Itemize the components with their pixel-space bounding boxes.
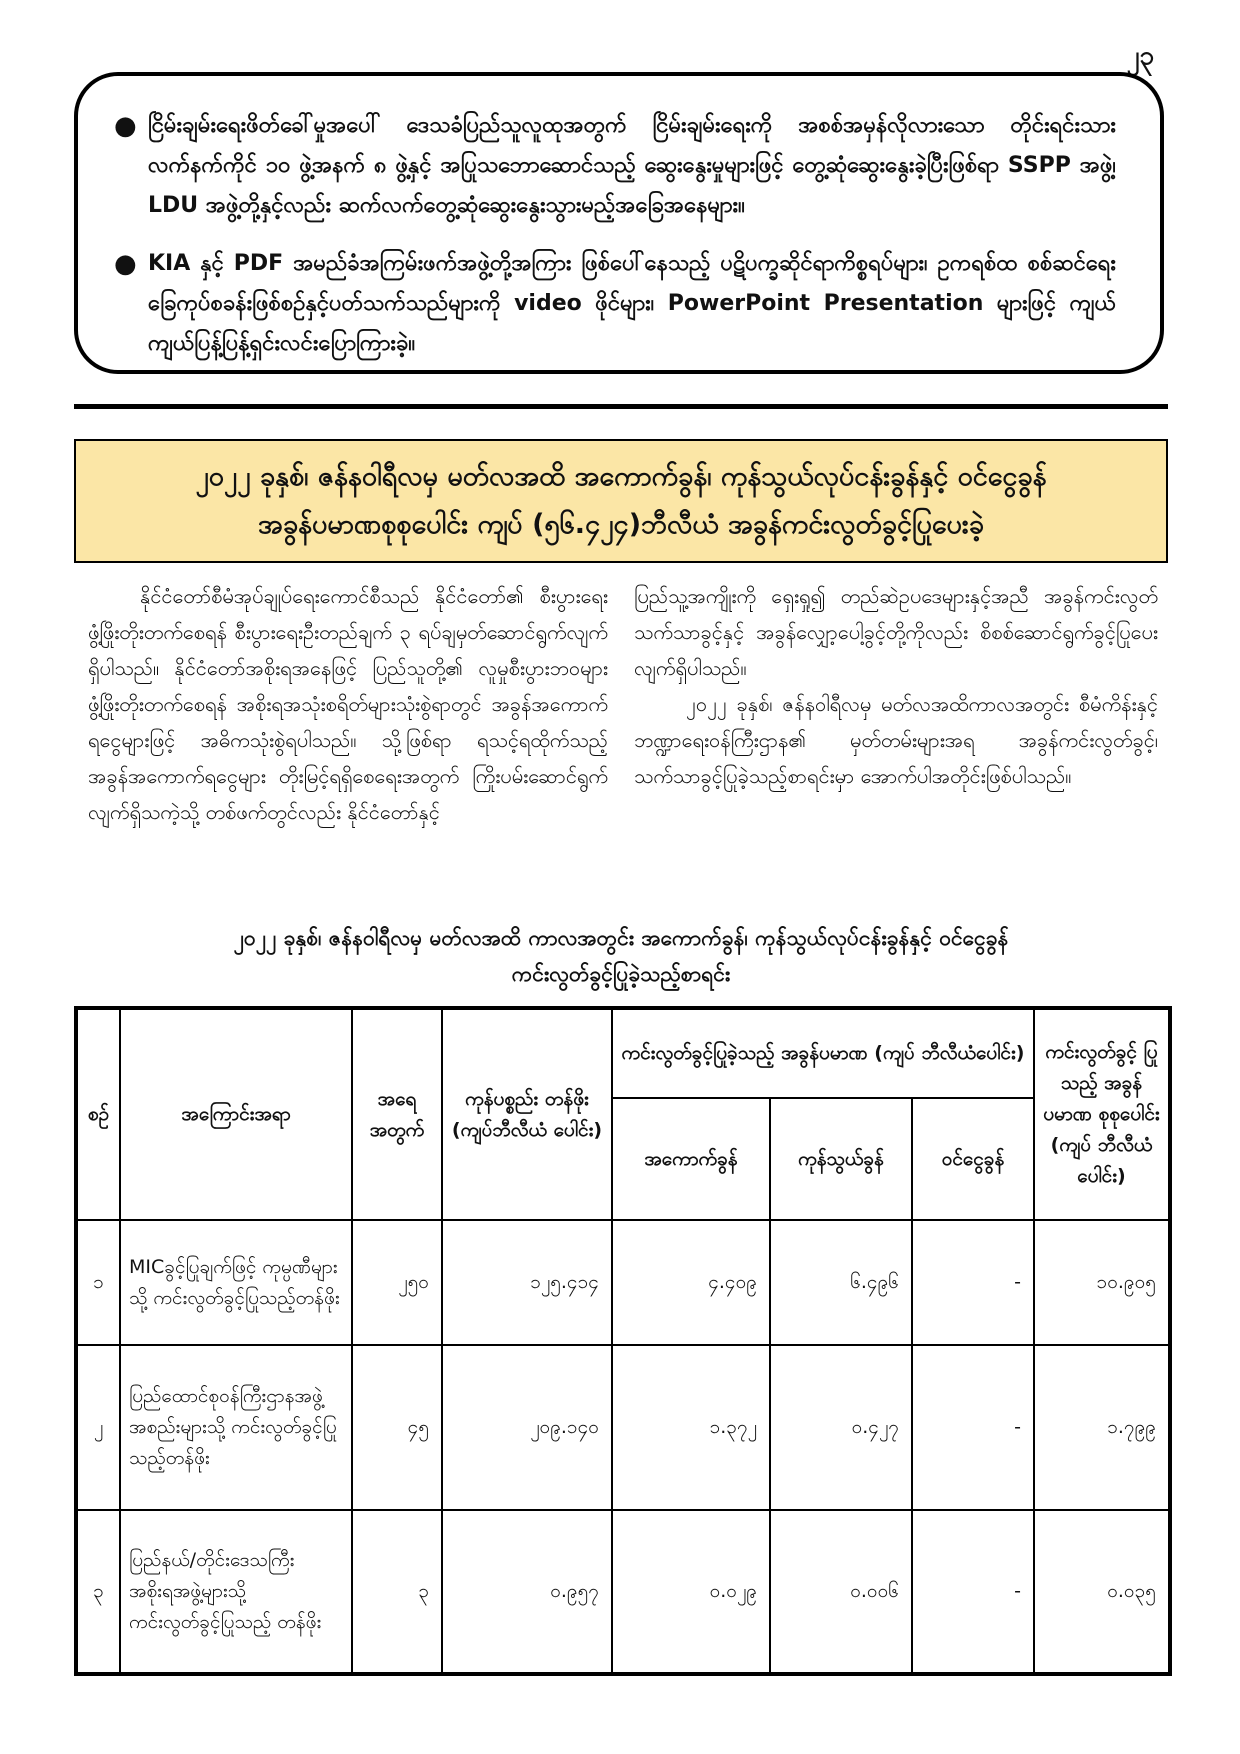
cell-goods-value: ၂၀၉.၁၄၀: [442, 1345, 612, 1509]
headline-banner: [74, 439, 1168, 563]
table-row: [76, 1345, 1170, 1509]
cell-serial: ၂: [76, 1345, 120, 1509]
body-paragraph: နိုင်ငံတော်စီမံအုပ်ချုပ်ရေးကောင်စီသည် နိုင်ငံတော်၏ စီးပွားရေးဖွံ့ဖြိုးတိုးတက်စေရန် စီးပွားရေးဦးတည်ချက် ၃ ရပ်ချမှတ်ဆောင်ရွက်လျက်ရှိပါသည်။ နိုင်ငံတော်အစိုးရအနေဖြင့် ပြည်သူတို့၏ လူမှုစီးပွားဘဝများဖွံ့ဖြိုးတိုးတက်စေရန် အစိုးရအသုံးစရိတ်များသုံးစွဲရာတွင် အခွန်အကောက်ရငွေများဖြင့် အဓိကသုံးစွဲရပါသည်။ သို့ဖြစ်ရာ ရသင့်ရထိုက်သည့် အခွန်အကောက်ရငွေများ တိုးမြင့်ရရှိစေရေးအတွက် ကြိုးပမ်းဆောင်ရွက်လျက်ရှိသကဲ့သို့ တစ်ဖက်တွင်လည်း နိုင်ငံတော်နှင့်: [88, 584, 608, 824]
body-column-left: [88, 578, 608, 830]
table-title-line-1: ၂၀၂၂ ခုနှစ်၊ ဇန်နဝါရီလမှ မတ်လအထိ ကာလအတွင်း အကောက်ခွန်၊ ကုန်သွယ်လုပ်ငန်းခွန်နှင့် ဝင်ငွေခွန်: [233, 926, 1009, 950]
cell-goods-value: ၁၂၅.၄၁၄: [442, 1220, 612, 1345]
body-column-right: [634, 578, 1158, 794]
bullet-dot-icon: ●: [114, 111, 137, 141]
header-count: အရေ အတွက်: [352, 1008, 442, 1220]
section-divider: [74, 404, 1168, 409]
header-customs: အကောက်ခွန်: [612, 1098, 770, 1220]
bullet-text: ငြိမ်းချမ်းရေးဖိတ်ခေါ်မှုအပေါ် ဒေသခံပြည်သူလူထုအတွက် ငြိမ်းချမ်းရေးကို အစစ်အမှန်လိုလားသော တိုင်းရင်းသား လက်နက်ကိုင် ၁၀ ဖွဲ့အနက် ၈ ဖွဲ့နှင့် အပြုသဘောဆောင်သည့် ဆွေးနွေးမှုများဖြင့် တွေ့ဆုံဆွေးနွေးခဲ့ပြီးဖြစ်ရာ SSPP အဖွဲ့၊ LDU အဖွဲ့တို့နှင့်လည်း ဆက်လက်တွေ့ဆုံဆွေးနွေးသွားမည့်အခြေအနေများ။: [148, 113, 1116, 218]
cell-serial: ၁: [76, 1220, 120, 1345]
cell-count: ၄၅: [352, 1345, 442, 1509]
cell-description: ပြည်ထောင်စုဝန်ကြီးဌာနအဖွဲ့အစည်းများသို့ ကင်းလွတ်ခွင့်ပြုသည့်တန်ဖိုး: [120, 1345, 352, 1509]
notice-box: [74, 72, 1164, 374]
header-total: ကင်းလွတ်ခွင့် ပြုသည့် အခွန်ပမာဏ စုစုပေါင်း (ကျပ် ဘီလီယံပေါင်း): [1034, 1008, 1170, 1220]
table-row: [76, 1220, 1170, 1345]
cell-count: ၂၅၀: [352, 1220, 442, 1345]
cell-goods-value: ၀.၉၅၇: [442, 1510, 612, 1674]
bullet-item: [114, 244, 1116, 364]
cell-total: ၁၀.၉၀၅: [1034, 1220, 1170, 1345]
header-serial: စဉ်: [76, 1008, 120, 1220]
cell-total: ၁.၇၉၉: [1034, 1345, 1170, 1509]
bullet-dot-icon: ●: [114, 249, 137, 279]
table-title: [74, 920, 1168, 992]
exemption-table: [74, 1006, 1172, 1676]
cell-commercial: ၆.၄၉၆: [770, 1220, 912, 1345]
cell-description: MICခွင့်ပြုချက်ဖြင့် ကုမ္ပဏီများသို့ ကင်းလွတ်ခွင့်ပြုသည့်တန်ဖိုး: [120, 1220, 352, 1345]
bullet-text: KIA နှင့် PDF အမည်ခံအကြမ်းဖက်အဖွဲ့တို့အကြား ဖြစ်ပေါ်နေသည့် ပဋိပက္ခဆိုင်ရာကိစ္စရပ်များ၊ ဥကရစ်ထ စစ်ဆင်ရေးခြေကုပ်စခန်းဖြစ်စဉ်နှင့်ပတ်သက်သည်များကို video ဖိုင်များ၊ PowerPoint Presentation များဖြင့် ကျယ်ကျယ်ပြန့်ပြန့်ရှင်းလင်းပြောကြားခဲ့။: [148, 251, 1116, 356]
cell-income: -: [912, 1220, 1034, 1345]
header-goods-value: ကုန်ပစ္စည်း တန်ဖိုး (ကျပ်ဘီလီယံ ပေါင်း): [442, 1008, 612, 1220]
headline-line-1: ၂၀၂၂ ခုနှစ်၊ ဇန်နဝါရီလမှ မတ်လအထိ အကောက်ခွန်၊ ကုန်သွယ်လုပ်ငန်းခွန်နှင့် ဝင်ငွေခွန်: [195, 461, 1047, 492]
table-title-line-2: ကင်းလွတ်ခွင့်ပြုခဲ့သည့်စာရင်း: [511, 962, 731, 986]
header-income: ဝင်ငွေခွန်: [912, 1098, 1034, 1220]
body-paragraph: ပြည်သူ့အကျိုးကို ရှေးရှု၍ တည်ဆဲဥပဒေများနှင့်အညီ အခွန်ကင်းလွတ်သက်သာခွင့်နှင့် အခွန်လျှော့ပေါ့ခွင့်တို့ကိုလည်း စိစစ်ဆောင်ရွက်ခွင့်ပြုပေးလျက်ရှိပါသည်။: [634, 584, 1158, 680]
cell-description: ပြည်နယ်/တိုင်းဒေသကြီး အစိုးရအဖွဲ့များသို့ ကင်းလွတ်ခွင့်ပြုသည့် တန်ဖိုး: [120, 1510, 352, 1674]
cell-count: ၃: [352, 1510, 442, 1674]
cell-serial: ၃: [76, 1510, 120, 1674]
cell-customs: ၄.၄၀၉: [612, 1220, 770, 1345]
bullet-item: [114, 106, 1116, 226]
table-row: [76, 1510, 1170, 1674]
cell-customs: ၀.၀၂၉: [612, 1510, 770, 1674]
header-exempted-group: ကင်းလွတ်ခွင့်ပြုခဲ့သည့် အခွန်ပမာဏ (ကျပ် ဘီလီယံပေါင်း): [612, 1008, 1034, 1098]
header-commercial: ကုန်သွယ်ခွန်: [770, 1098, 912, 1220]
cell-total: ၀.၀၃၅: [1034, 1510, 1170, 1674]
cell-income: -: [912, 1510, 1034, 1674]
cell-income: -: [912, 1345, 1034, 1509]
cell-commercial: ၀.၄၂၇: [770, 1345, 912, 1509]
page-number: ၂၃: [1126, 41, 1154, 71]
cell-customs: ၁.၃၇၂: [612, 1345, 770, 1509]
header-description: အကြောင်းအရာ: [120, 1008, 352, 1220]
headline-line-2: အခွန်ပမာဏစုစုပေါင်း ကျပ် (၅၆.၄၂၄)ဘီလီယံ အခွန်ကင်းလွတ်ခွင့်ပြုပေးခဲ့: [258, 509, 984, 540]
cell-commercial: ၀.၀၀၆: [770, 1510, 912, 1674]
body-paragraph: ၂၀၂၂ ခုနှစ်၊ ဇန်နဝါရီလမှ မတ်လအထိကာလအတွင်း စီမံကိန်းနှင့်ဘဏ္ဍာရေးဝန်ကြီးဌာန၏ မှတ်တမ်းများအရ အခွန်ကင်းလွတ်ခွင့်၊ သက်သာခွင့်ပြုခဲ့သည့်စာရင်းမှာ အောက်ပါအတိုင်းဖြစ်ပါသည်။: [634, 692, 1158, 788]
